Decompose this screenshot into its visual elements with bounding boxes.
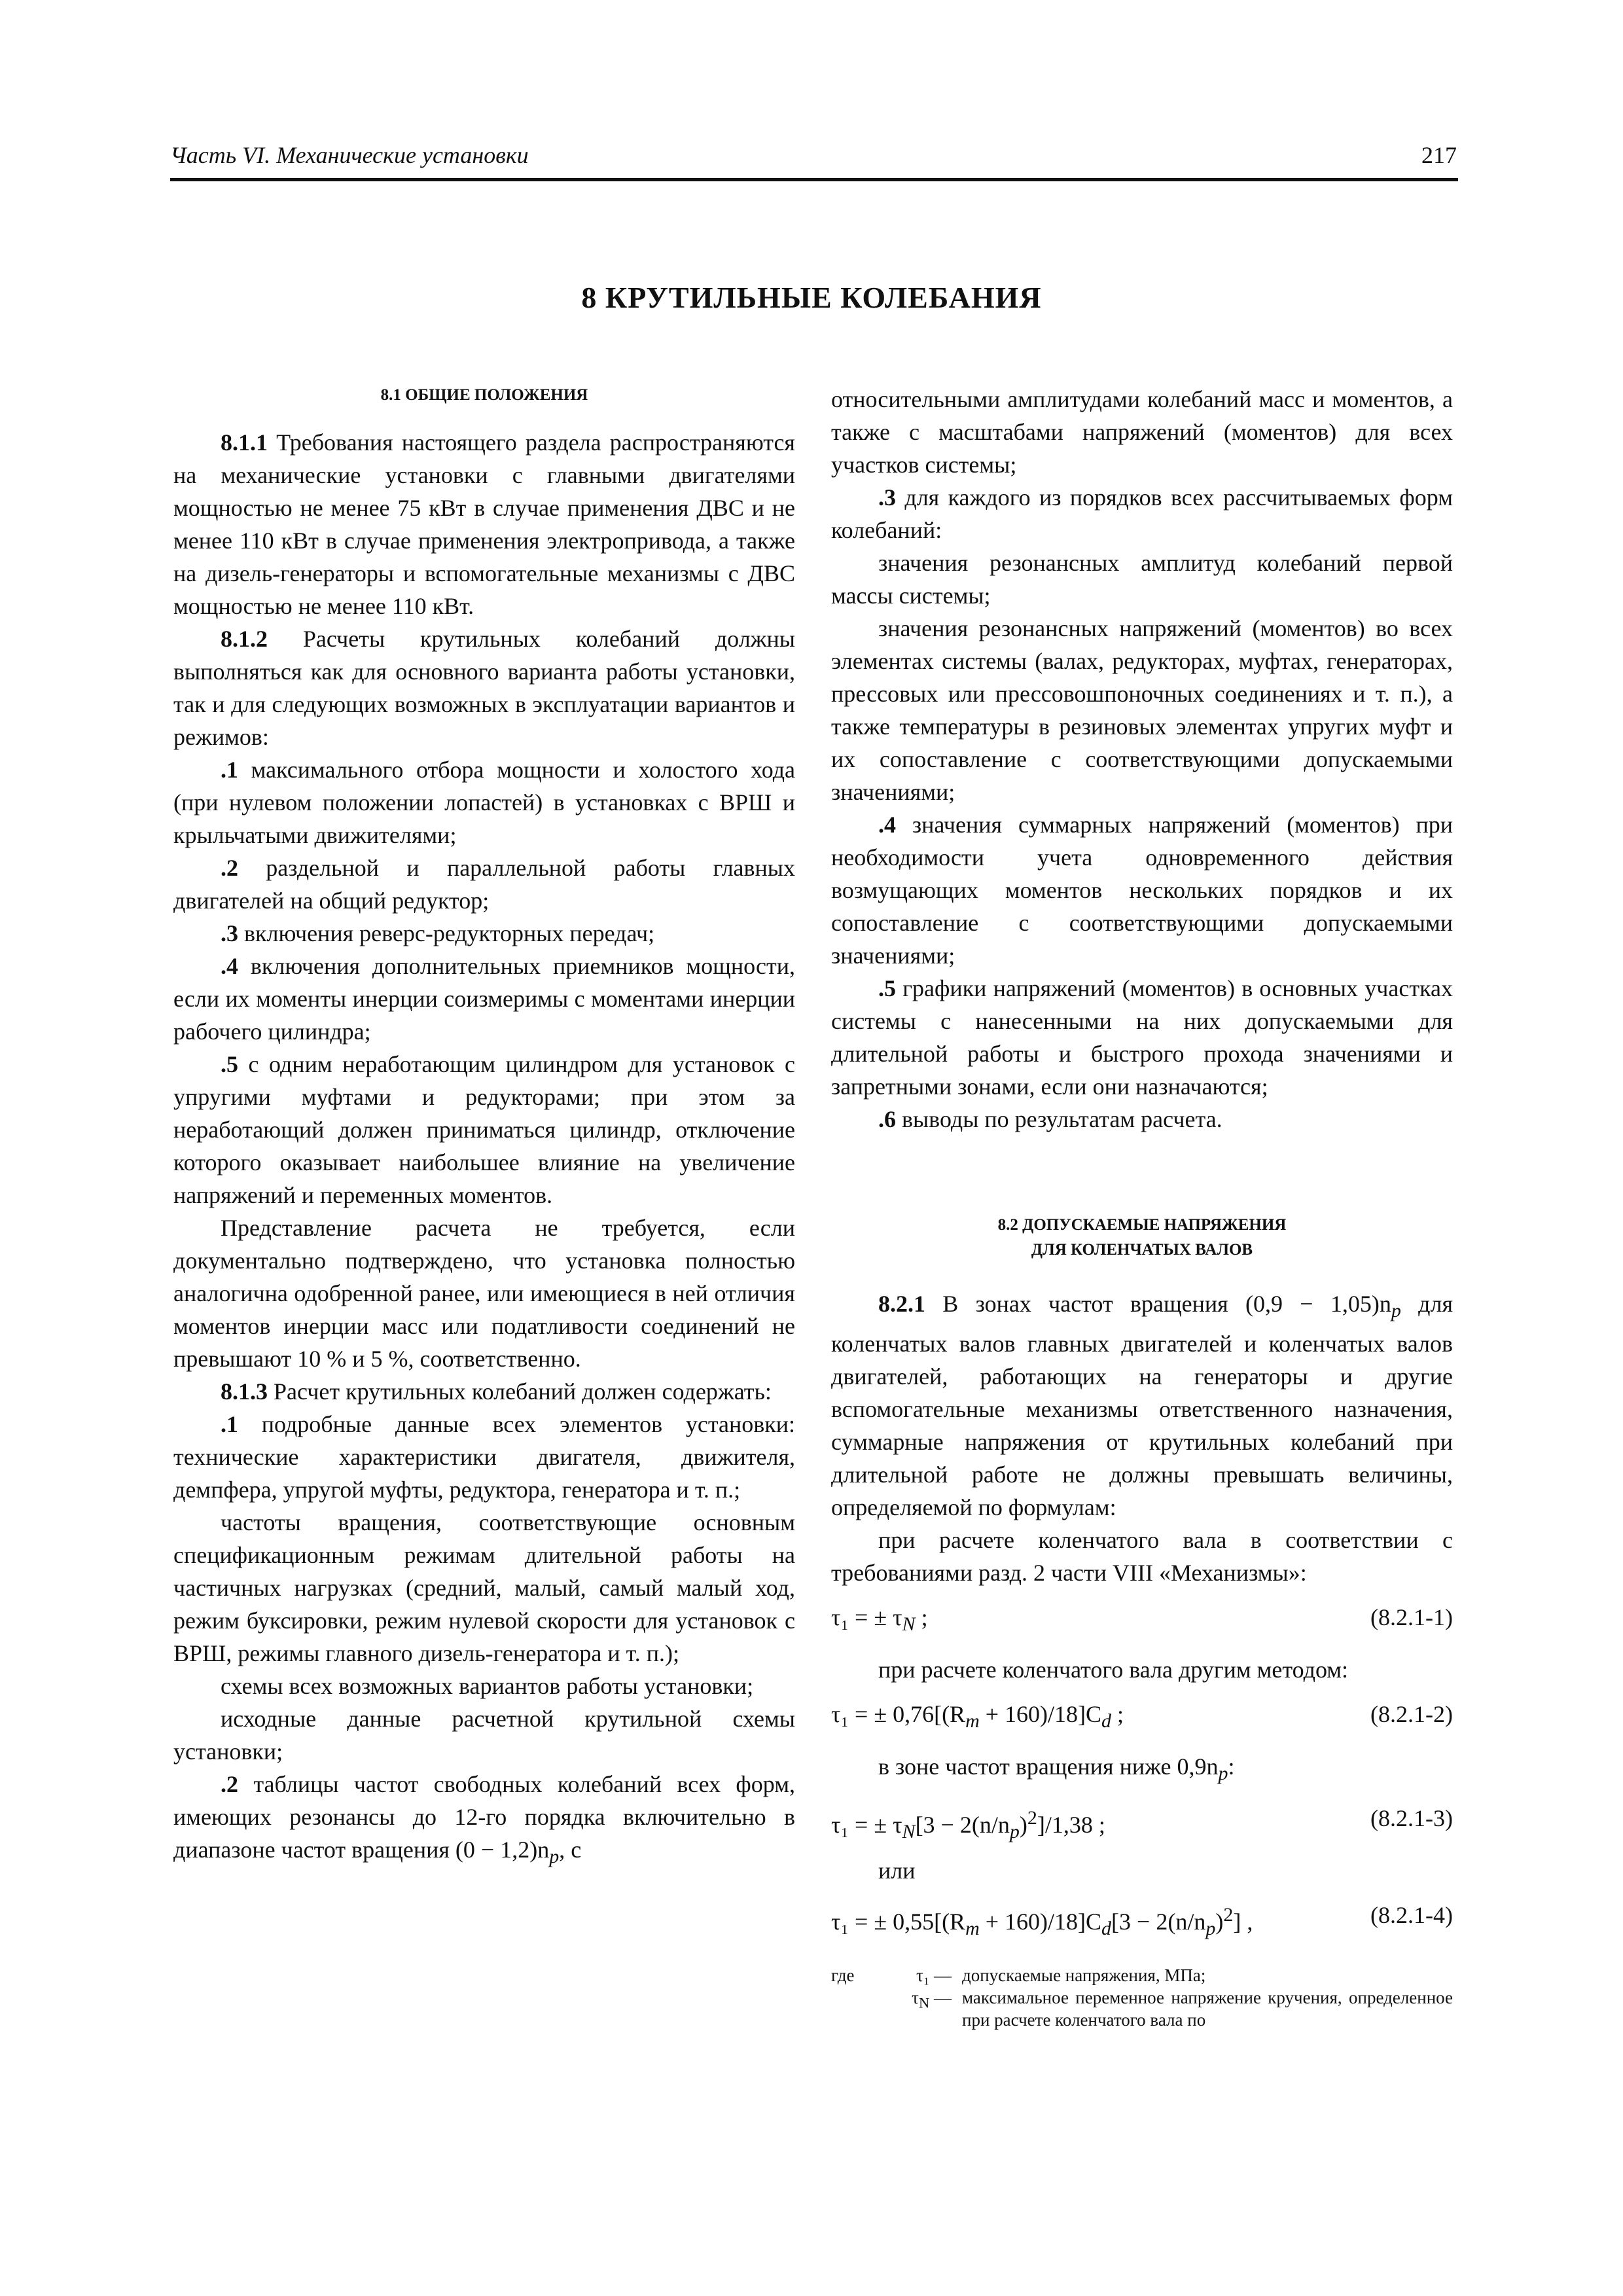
list-item xyxy=(831,1103,1453,1136)
section-heading-line: 8.2 ДОПУСКАЕМЫЕ НАПРЯЖЕНИЯ xyxy=(997,1216,1287,1234)
legend-text: допускаемые напряжения, МПа; xyxy=(962,1965,1206,1986)
item-number: .5 xyxy=(221,1051,238,1077)
formula-part: τ₁ = ± 0,76[(R xyxy=(831,1701,966,1728)
running-header xyxy=(170,139,1458,181)
formula-part: τ₁ = ± τ xyxy=(831,1604,902,1631)
item-text: максимального отбора мощности и холостого хода (при нулевом положении лопастей) в установках с ВРШ и крыльчатыми движителями; xyxy=(173,757,795,848)
superscript: 2 xyxy=(1223,1904,1234,1926)
item-number: .3 xyxy=(878,484,896,511)
chapter-title: 8 КРУТИЛЬНЫЕ КОЛЕБАНИЯ xyxy=(581,281,1042,314)
formula-8-2-1-4 xyxy=(831,1899,1453,1940)
subscript: d xyxy=(1101,1710,1112,1732)
formula-part: ) xyxy=(1019,1812,1027,1839)
list-item xyxy=(173,917,795,950)
formula-number: (8.2.1-4) xyxy=(1370,1902,1453,1929)
item-number: .2 xyxy=(221,1771,238,1797)
item-text-end: , с xyxy=(559,1837,582,1863)
item-text: раздельной и параллельной работы главных двигателей на общий редуктор; xyxy=(173,855,795,914)
item-text: графики напряжений (моментов) в основных участках системы с нанесенными на них допускаемыми для длительной работы и быстрого прохода значениями и запретными зонами, если они назначаются; xyxy=(831,975,1453,1100)
list-item xyxy=(831,808,1453,972)
list-subitem: частоты вращения, соответствующие основным спецификационным режимам длительной работы на частичных нагрузках (средний, малый, самый малый ход, режим буксировки, режим нулевой скорости для установок с ВРШ, режимы главного дизель-генератора и т. п.); xyxy=(173,1509,795,1666)
formula-part: [3 − 2(n/n xyxy=(915,1812,1010,1839)
list-item xyxy=(173,1048,795,1211)
formula-part: + 160)/18]C xyxy=(979,1701,1102,1728)
legend-text: максимальное переменное напряжение кручения, определенное при расчете коленчатого вала по xyxy=(962,1988,1453,2030)
page-number: 217 xyxy=(1421,142,1457,168)
item-text: с одним неработающим цилиндром для установок с упругими муфтами и редукторами; при этом за неработающий должен приниматься цилиндр, отключение которого оказывает наибольшее влияние на увеличение напряжений и переменных моментов. xyxy=(173,1051,795,1208)
subscript: p xyxy=(1391,1300,1401,1322)
legend-row xyxy=(831,1964,1453,1986)
clause-number: 8.1.3 xyxy=(221,1378,268,1405)
paragraph-continuation: относительными амплитудами колебаний масс и моментов, а также с масштабами напряжений (моментов) для всех участков системы; xyxy=(831,386,1453,478)
item-text: подробные данные всех элементов установки: технические характеристики двигателя, движителя, демпфера, упругой муфты, редуктора, генератора и т. п.; xyxy=(173,1411,795,1503)
list-subitem: значения резонансных напряжений (моментов) во всех элементах системы (валах, редукторах, муфтах, генераторах, прессовых или прессовошпоночных соединениях и т. п.), а также температуры в резиновых элементах упругих муфт и их сопоставление с соответствующими допускаемыми значениями; xyxy=(831,615,1453,805)
item-text: значения суммарных напряжений (моментов) при необходимости учета одновременного действия возмущающих моментов нескольких порядков и их сопоставление с соответствующими допускаемыми значениями; xyxy=(831,812,1453,969)
paragraph-text: в зоне частот вращения ниже 0,9n xyxy=(878,1753,1219,1780)
right-column xyxy=(831,383,1453,2031)
item-number: .6 xyxy=(878,1106,896,1132)
legend-row xyxy=(831,1986,1453,2031)
subscript: p xyxy=(1218,1763,1228,1785)
subscript: N xyxy=(902,1613,916,1636)
running-title: Часть VI. Механические установки xyxy=(170,142,529,168)
item-number: .4 xyxy=(221,953,238,979)
left-column xyxy=(173,383,795,1873)
symbol-part: — xyxy=(929,1988,952,2008)
paragraph-low-speed-zone xyxy=(831,1750,1453,1790)
item-text: включения дополнительных приемников мощности, если их моменты инерции соизмеримы с моментами инерции рабочего цилиндра; xyxy=(173,953,795,1045)
clause-text: Требования настоящего раздела распространяются на механические установки с главными двигателями мощностью не менее 75 кВт в случае применения ДВС и не менее 110 кВт в случае применения электропривода, а также на дизель-генераторы и вспомогательные механизмы с ДВС мощностью не менее 110 кВт. xyxy=(173,429,795,619)
formula-expression xyxy=(831,1601,928,1641)
formula-8-2-1-2 xyxy=(831,1698,1453,1732)
legend-symbol: τ₁ — xyxy=(916,1965,952,1986)
legend-where: где xyxy=(831,1965,855,1986)
clause-text-cont: для коленчатых валов главных двигателей и коленчатых валов двигателей, работающих на генераторы и другие вспомогательные механизмы ответственного назначения, суммарные напряжения от крутильных колебаний при длительной работе не должны превышать величины, определяемой по формулам: xyxy=(831,1291,1453,1521)
clause-text: В зонах частот вращения (0,9 − 1,05)n xyxy=(925,1291,1391,1317)
list-item xyxy=(173,1408,795,1506)
section-heading-line: ДЛЯ КОЛЕНЧАТЫХ ВАЛОВ xyxy=(1031,1241,1253,1259)
formula-number: (8.2.1-2) xyxy=(1370,1701,1453,1728)
clause-number: 8.1.2 xyxy=(221,626,268,652)
item-text: таблицы частот свободных колебаний всех форм, имеющих резонансы до 12-го порядка включительно в диапазоне частот вращения (0 − 1,2)n xyxy=(173,1771,795,1863)
item-text: для каждого из порядков всех рассчитываемых форм колебаний: xyxy=(831,484,1453,543)
item-number: .1 xyxy=(221,757,238,783)
paragraph-or: или xyxy=(878,1857,916,1884)
formula-number: (8.2.1-1) xyxy=(1370,1604,1453,1631)
list-item xyxy=(173,950,795,1048)
list-item xyxy=(173,1768,795,1873)
list-subitem: исходные данные расчетной крутильной схемы установки; xyxy=(173,1706,795,1765)
formula-part: ] , xyxy=(1233,1909,1253,1935)
section-heading-8-2 xyxy=(831,1213,1453,1263)
item-number: .3 xyxy=(221,920,238,946)
list-item xyxy=(173,852,795,917)
symbol-legend xyxy=(831,1964,1453,2031)
clause-number: 8.1.1 xyxy=(221,429,268,456)
paragraph-8-1-1 xyxy=(173,426,795,622)
formula-part: ; xyxy=(915,1604,928,1631)
item-text: выводы по результатам расчета. xyxy=(896,1106,1222,1132)
item-number: .2 xyxy=(221,855,238,881)
paragraph-representation: Представление расчета не требуется, если документально подтверждено, что установка полностью аналогична одобренной ранее, или имеющиеся в ней отличия моментов инерции масс или податливости соединений не превышают 10 % и 5 %, соответственно. xyxy=(173,1215,795,1372)
clause-text: Расчет крутильных колебаний должен содержать: xyxy=(268,1378,772,1405)
formula-part: ) xyxy=(1215,1909,1224,1935)
subscript: m xyxy=(965,1918,980,1940)
formula-8-2-1-3 xyxy=(831,1802,1453,1843)
formula-expression xyxy=(831,1899,1253,1945)
item-number: .1 xyxy=(221,1411,238,1437)
formula-expression xyxy=(831,1802,1105,1848)
section-heading-8-1: 8.1 ОБЩИЕ ПОЛОЖЕНИЯ xyxy=(380,386,588,404)
formula-8-2-1-1 xyxy=(831,1601,1453,1635)
list-item xyxy=(173,753,795,852)
list-subitem: значения резонансных амплитуд колебаний первой массы системы; xyxy=(831,550,1453,609)
subscript: p xyxy=(1009,1821,1020,1843)
subscript: N xyxy=(902,1821,916,1843)
formula-expression xyxy=(831,1698,1124,1738)
formula-part: [3 − 2(n/n xyxy=(1111,1909,1206,1935)
subscript: N xyxy=(919,1994,930,2011)
formula-number: (8.2.1-3) xyxy=(1370,1805,1453,1832)
list-item xyxy=(831,972,1453,1103)
symbol-part: τ xyxy=(912,1988,919,2008)
item-text: включения реверс-редукторных передач; xyxy=(238,920,655,946)
paragraph-calc-method-1: при расчете коленчатого вала в соответствии с требованиями разд. 2 части VIII «Механизмы»: xyxy=(831,1527,1453,1587)
paragraph-8-1-2 xyxy=(173,622,795,753)
clause-number: 8.2.1 xyxy=(878,1291,925,1317)
formula-part: ; xyxy=(1111,1701,1124,1728)
paragraph-8-2-1 xyxy=(831,1287,1453,1524)
item-number: .5 xyxy=(878,975,896,1001)
item-number: .4 xyxy=(878,812,896,838)
list-subitem: схемы всех возможных вариантов работы установки; xyxy=(221,1673,754,1699)
list-item xyxy=(831,481,1453,547)
formula-part: τ₁ = ± τ xyxy=(831,1812,902,1839)
subscript: m xyxy=(965,1710,980,1732)
formula-part: + 160)/18]C xyxy=(979,1909,1102,1935)
paragraph-text: : xyxy=(1228,1753,1235,1780)
paragraph-8-1-3 xyxy=(173,1375,795,1408)
superscript: 2 xyxy=(1027,1807,1037,1829)
subscript: d xyxy=(1101,1918,1112,1940)
subscript: p xyxy=(1205,1918,1216,1940)
paragraph-calc-method-2: при расчете коленчатого вала другим методом: xyxy=(878,1657,1349,1683)
legend-symbol xyxy=(894,1986,962,2031)
subscript: p xyxy=(549,1846,560,1868)
formula-part: ]/1,38 ; xyxy=(1037,1812,1105,1839)
formula-part: τ₁ = ± 0,55[(R xyxy=(831,1909,966,1935)
clause-text: Расчеты крутильных колебаний должны выполняться как для основного варианта работы установки, так и для следующих возможных в эксплуатации вариантов и режимов: xyxy=(173,626,795,750)
